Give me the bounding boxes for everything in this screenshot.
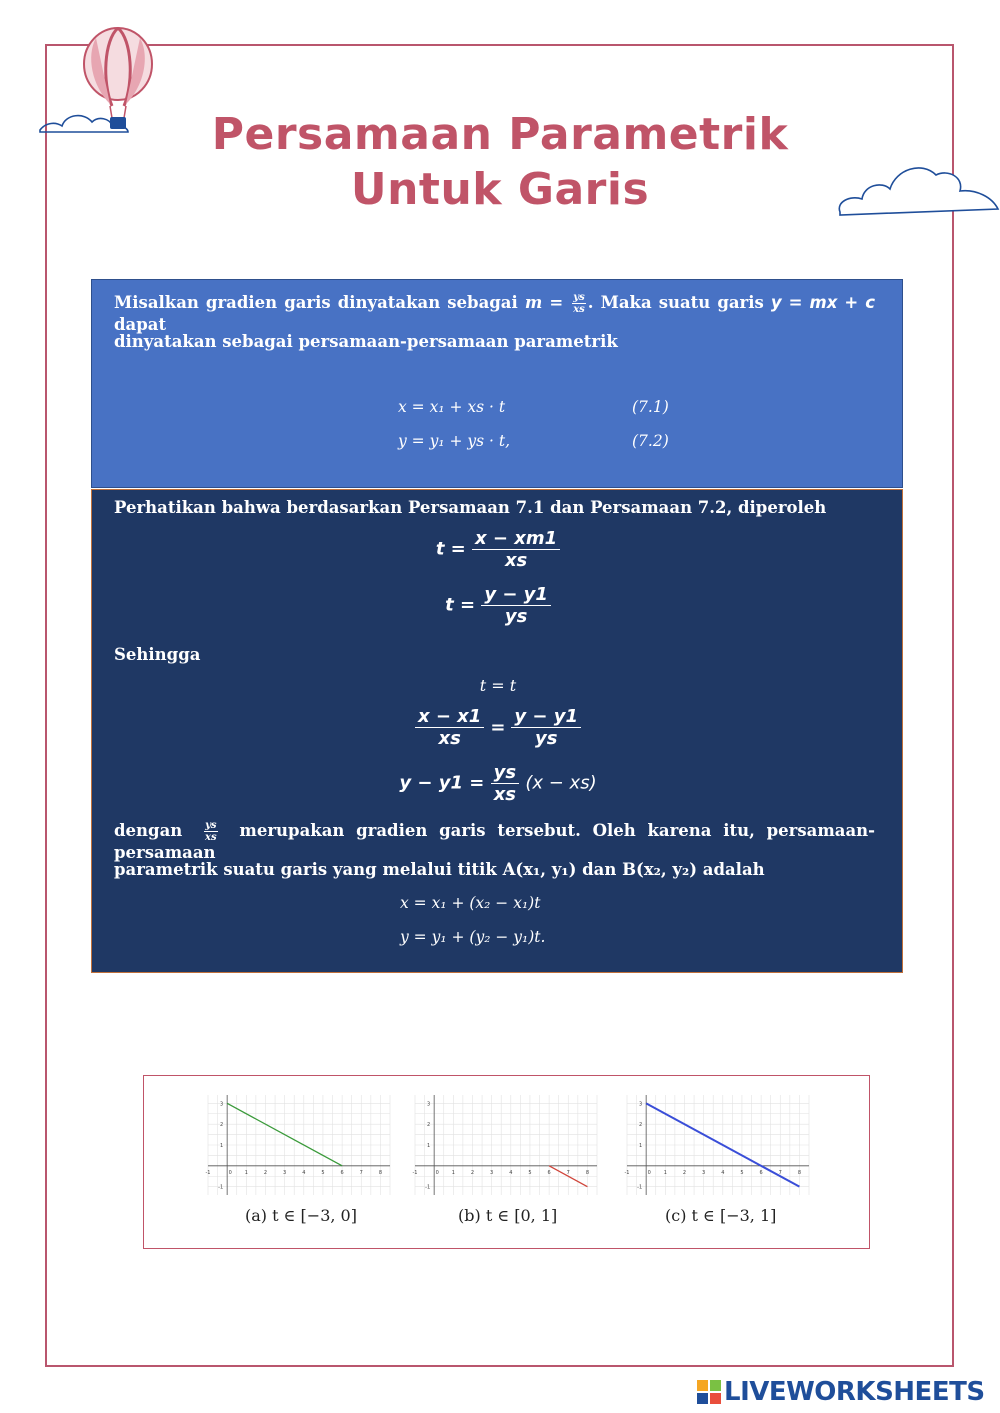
- line-equation: y = mx + c: [770, 293, 876, 312]
- x-tick-label: 2: [263, 1169, 268, 1176]
- parametric-x: x = x₁ + (x₂ − x₁)t: [400, 894, 541, 912]
- caption-a: (a) t ∈ [−3, 0]: [245, 1206, 357, 1225]
- y-tick-label: 2: [426, 1122, 431, 1129]
- equation-7-2-number: (7.2): [632, 432, 669, 450]
- x-tick-label: 1: [451, 1169, 455, 1176]
- fraction-equality: $\frac{x - x1}{xs}$ = $\frac{y - y1}{ys}$: [92, 706, 904, 749]
- x-tick-label: 4: [302, 1169, 306, 1176]
- x-tick-label: 1: [663, 1169, 667, 1176]
- gradient-fraction: $\frac{ys}{xs}$: [573, 292, 585, 315]
- equation-7-1: x = x₁ + xs · t: [398, 398, 506, 416]
- x-tick-label: 0: [435, 1169, 439, 1176]
- caption-c: (c) t ∈ [−3, 1]: [665, 1206, 777, 1225]
- x-tick-label: 2: [682, 1169, 687, 1176]
- y-tick-label: 3: [219, 1101, 224, 1108]
- x-tick-label: 7: [778, 1169, 782, 1176]
- derivation-box: [91, 489, 903, 973]
- plot-c: [621, 1091, 815, 1199]
- x-tick-label: 3: [283, 1169, 287, 1176]
- x-tick-label: 1: [244, 1169, 248, 1176]
- y-tick-label: 1: [426, 1143, 431, 1149]
- brand-text: LIVEWORKSHEETS: [724, 1377, 985, 1407]
- plot-b: [409, 1091, 603, 1199]
- intro-paragraph: [114, 292, 875, 334]
- x-tick-label: 5: [740, 1169, 744, 1176]
- y-tick-label: -1: [218, 1184, 224, 1191]
- sehingga-label: Sehingga: [114, 645, 201, 664]
- x-tick-label: 5: [528, 1169, 532, 1176]
- y-tick-label: 3: [638, 1101, 643, 1108]
- page-title-line2: Untuk Garis: [350, 164, 650, 215]
- caption-b: (b) t ∈ [0, 1]: [458, 1206, 558, 1225]
- point-slope-equation: y − y1 = $\frac{ys}{xs}$ (x − xs): [399, 762, 597, 805]
- x-tick-label: 4: [509, 1169, 513, 1176]
- x-tick-label: 2: [470, 1169, 475, 1176]
- y-tick-label: 1: [219, 1143, 224, 1149]
- derivation-intro: Perhatikan bahwa berdasarkan Persamaan 7.1 dan Persamaan 7.2, diperoleh: [114, 498, 827, 517]
- x-tick-label: 0: [228, 1169, 232, 1176]
- y-tick-label: 1: [638, 1143, 643, 1149]
- cloud-icon: [836, 157, 1000, 222]
- plot-a: [202, 1091, 396, 1199]
- x-tick-label: 8: [797, 1169, 802, 1176]
- definition-box: [91, 279, 903, 488]
- intro-line-2: dinyatakan sebagai persamaan-persamaan parametrik: [114, 332, 618, 351]
- equation-7-1-number: (7.1): [632, 398, 669, 416]
- intro-text-2: . Maka suatu garis: [587, 293, 764, 312]
- equation-7-2: y = y₁ + ys · t,: [398, 432, 511, 450]
- t-equation-x: t = $\frac{x - xm1}{xs}$: [92, 528, 904, 571]
- y-tick-label: -1: [425, 1184, 431, 1191]
- x-tick-label: 5: [321, 1169, 325, 1176]
- logo-icon: [697, 1380, 721, 1404]
- t-equals-t: t = t: [479, 676, 517, 695]
- page-title-line1: Persamaan Parametrik: [211, 109, 789, 160]
- x-tick-label: 7: [566, 1169, 570, 1176]
- x-tick-label: 6: [759, 1169, 763, 1176]
- y-tick-label: -1: [637, 1184, 643, 1191]
- y-tick-label: 2: [219, 1122, 224, 1129]
- x-tick-label: 8: [378, 1169, 383, 1176]
- y-tick-label: 3: [426, 1101, 431, 1108]
- x-tick-label: 6: [340, 1169, 344, 1176]
- x-tick-label: 0: [647, 1169, 651, 1176]
- x-tick-label: -1: [412, 1169, 418, 1176]
- x-tick-label: -1: [205, 1169, 211, 1176]
- x-tick-label: 3: [490, 1169, 494, 1176]
- t-equation-y: t = $\frac{y - y1}{ys}$: [92, 584, 904, 627]
- x-tick-label: -1: [624, 1169, 630, 1176]
- intro-text: Misalkan gradien garis dinyatakan sebagai: [114, 293, 518, 312]
- m-symbol: m: [524, 293, 543, 312]
- x-tick-label: 6: [547, 1169, 551, 1176]
- x-tick-label: 3: [702, 1169, 706, 1176]
- y-tick-label: 2: [638, 1122, 643, 1129]
- intro-text-3: dapat: [114, 315, 167, 334]
- x-tick-label: 4: [721, 1169, 725, 1176]
- gradient-note: dengan $\frac{ys}{xs}$ merupakan gradien garis tersebut. Oleh karena itu, persamaan-persamaan: [114, 820, 876, 862]
- x-tick-label: 7: [359, 1169, 363, 1176]
- liveworksheets-logo: [697, 1377, 985, 1407]
- x-tick-label: 8: [585, 1169, 590, 1176]
- hot-air-balloon-icon: [36, 26, 166, 141]
- equals-sign: =: [549, 293, 564, 312]
- parametric-y: y = y₁ + (y₂ − y₁)t.: [400, 928, 546, 946]
- parametric-intro: parametrik suatu garis yang melalui titik A(x₁, y₁) dan B(x₂, y₂) adalah: [114, 860, 765, 879]
